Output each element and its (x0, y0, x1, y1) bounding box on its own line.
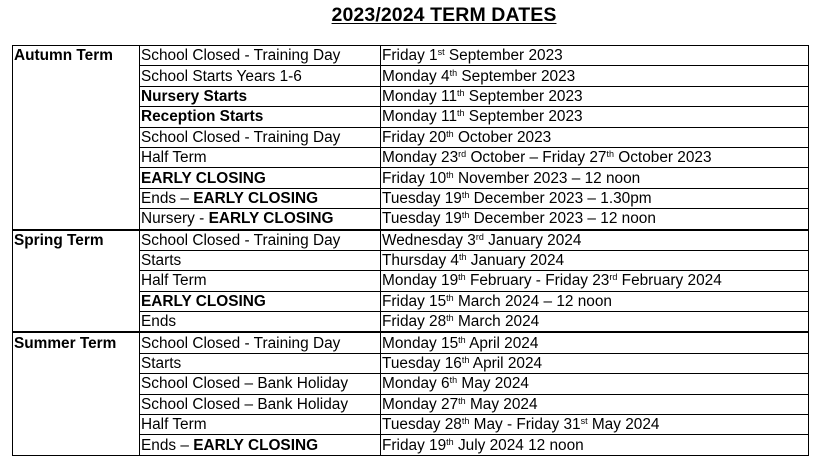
table-row (13, 107, 809, 127)
text: Starts (141, 252, 182, 270)
term-name-cell (13, 168, 140, 188)
bold-text: EARLY CLOSING (141, 169, 266, 187)
date-cell (381, 291, 809, 311)
date-cell (381, 435, 809, 455)
event-cell (140, 271, 381, 291)
ordinal-suffix: th (446, 436, 454, 447)
bold-text: EARLY CLOSING (208, 210, 334, 228)
text: School Closed - Training Day (141, 334, 341, 352)
ordinal-suffix: th (446, 292, 454, 303)
text: April 2024 (465, 334, 539, 352)
text: Monday 27 (382, 395, 459, 413)
term-name-cell (13, 394, 140, 414)
term-name-cell: Summer Term (13, 332, 140, 353)
text: November 2023 – 12 noon (453, 169, 641, 187)
date-cell (381, 250, 809, 270)
text: School Closed - Training Day (141, 128, 341, 146)
text: Friday 28 (382, 313, 447, 331)
event-cell (140, 394, 381, 414)
table-row (13, 250, 809, 270)
text: Tuesday 19 (382, 210, 462, 228)
text: Monday 4 (382, 67, 450, 85)
date-cell (381, 107, 809, 127)
event-cell (140, 168, 381, 188)
ordinal-suffix: th (461, 355, 470, 366)
text: December 2023 – 12 noon (469, 210, 656, 228)
text: Nursery - (141, 210, 209, 228)
text: March 2024 – 12 noon (453, 292, 612, 310)
ordinal-suffix: rd (609, 272, 618, 283)
date-cell (381, 66, 809, 86)
date-cell (381, 147, 809, 167)
event-cell (140, 46, 381, 66)
text: Half Term (141, 416, 207, 434)
table-row (13, 291, 809, 311)
text: Monday 11 (382, 108, 458, 126)
table-row (13, 394, 809, 414)
table-row (13, 209, 809, 230)
date-cell (381, 353, 809, 373)
ordinal-suffix: th (458, 334, 466, 345)
term-dates-body (13, 46, 809, 456)
text: Monday 11 (382, 87, 458, 105)
term-name-cell (13, 435, 140, 455)
term-name-cell (13, 250, 140, 270)
date-cell (381, 168, 809, 188)
date-cell (381, 127, 809, 147)
date-cell (381, 46, 809, 66)
text: May 2024 (587, 416, 660, 434)
table-row (13, 230, 809, 251)
event-cell (140, 353, 381, 373)
table-row (13, 168, 809, 188)
text: April 2024 (469, 355, 543, 373)
text: October 2023 (613, 149, 712, 167)
event-cell (140, 209, 381, 230)
text: School Closed - Training Day (141, 231, 341, 249)
bold-text: EARLY CLOSING (141, 292, 266, 310)
text: September 2023 (457, 67, 576, 85)
text: December 2023 – 1.30pm (469, 189, 652, 207)
ordinal-suffix: th (446, 313, 454, 324)
term-name-cell (13, 353, 140, 373)
text: September 2023 (464, 108, 583, 126)
ordinal-suffix: th (461, 210, 470, 221)
date-cell (381, 374, 809, 394)
text: Tuesday 28 (382, 416, 462, 434)
text: Tuesday 16 (382, 355, 462, 373)
table-row (13, 271, 809, 291)
term-name-cell (13, 188, 140, 208)
event-cell (140, 147, 381, 167)
text: Friday 19 (382, 436, 447, 454)
event-cell (140, 86, 381, 106)
text: May - Friday 31 (469, 416, 581, 434)
term-name-cell (13, 271, 140, 291)
bold-text: Nursery Starts (141, 87, 248, 105)
event-cell (140, 66, 381, 86)
text: February - Friday 23 (465, 272, 610, 290)
ordinal-suffix: th (459, 252, 467, 263)
term-name-cell (13, 291, 140, 311)
term-name-cell (13, 66, 140, 86)
text: School Closed – Bank Holiday (141, 375, 349, 393)
term-name-cell (13, 209, 140, 230)
ordinal-suffix: rd (458, 149, 467, 160)
date-cell (381, 271, 809, 291)
text: Friday 10 (382, 169, 447, 187)
event-cell (140, 250, 381, 270)
text: Friday 15 (382, 292, 447, 310)
table-row (13, 374, 809, 394)
text: May 2024 (465, 395, 538, 413)
table-row (13, 435, 809, 455)
text: July 2024 12 noon (453, 436, 584, 454)
event-cell (140, 374, 381, 394)
date-cell (381, 188, 809, 208)
bold-text: EARLY CLOSING (193, 436, 319, 454)
table-row (13, 66, 809, 86)
date-cell (381, 415, 809, 435)
date-cell (381, 209, 809, 230)
event-cell (140, 127, 381, 147)
text: Ends – (141, 436, 194, 454)
table-row (13, 46, 809, 66)
table-row (13, 86, 809, 106)
text: School Closed – Bank Holiday (141, 395, 349, 413)
text: October 2023 (453, 128, 552, 146)
event-cell (140, 435, 381, 455)
ordinal-suffix: th (457, 108, 465, 119)
text: Starts (141, 355, 182, 373)
text: February 2024 (617, 272, 722, 290)
table-row (13, 332, 809, 353)
event-cell (140, 415, 381, 435)
term-dates-table (12, 45, 809, 456)
bold-text: EARLY CLOSING (193, 189, 319, 207)
page-title: 2023/2024 TERM DATES (331, 4, 557, 26)
text: September 2023 (444, 47, 563, 65)
ordinal-suffix: th (446, 169, 454, 180)
event-cell (140, 107, 381, 127)
ordinal-suffix: st (437, 47, 445, 58)
ordinal-suffix: th (458, 272, 466, 283)
date-cell (381, 394, 809, 414)
text: Half Term (141, 272, 207, 290)
text: School Closed - Training Day (141, 47, 341, 65)
text: Monday 6 (382, 375, 450, 393)
text: January 2024 (466, 252, 565, 270)
ordinal-suffix: th (461, 189, 470, 200)
term-name-cell (13, 107, 140, 127)
ordinal-suffix: th (449, 375, 458, 386)
text: September 2023 (464, 87, 583, 105)
date-cell (381, 332, 809, 353)
text: Wednesday 3 (382, 231, 476, 249)
date-cell (381, 230, 809, 251)
ordinal-suffix: th (457, 88, 465, 99)
text: Friday 1 (382, 47, 438, 65)
table-row (13, 188, 809, 208)
ordinal-suffix: rd (475, 231, 484, 242)
term-name-cell (13, 415, 140, 435)
text: Ends – (141, 189, 194, 207)
text: Friday 20 (382, 128, 447, 146)
text: Monday 19 (382, 272, 459, 290)
text: Tuesday 19 (382, 189, 462, 207)
text: March 2024 (453, 313, 540, 331)
table-row (13, 353, 809, 373)
table-row (13, 312, 809, 333)
term-name-cell (13, 86, 140, 106)
bold-text: Reception Starts (141, 108, 264, 126)
table-row (13, 147, 809, 167)
term-name-cell (13, 312, 140, 333)
text: Half Term (141, 149, 207, 167)
ordinal-suffix: th (461, 416, 470, 427)
event-cell (140, 312, 381, 333)
ordinal-suffix: th (449, 67, 458, 78)
ordinal-suffix: st (580, 416, 588, 427)
text: Monday 15 (382, 334, 459, 352)
ordinal-suffix: th (606, 149, 614, 160)
text: January 2024 (483, 231, 582, 249)
event-cell (140, 332, 381, 353)
term-name-cell (13, 127, 140, 147)
date-cell (381, 86, 809, 106)
date-cell (381, 312, 809, 333)
text: May 2024 (457, 375, 529, 393)
ordinal-suffix: th (446, 128, 454, 139)
text: School Starts Years 1-6 (141, 67, 302, 85)
text: Ends (141, 313, 177, 331)
term-name-cell (13, 374, 140, 394)
term-name-cell (13, 147, 140, 167)
ordinal-suffix: th (458, 395, 466, 406)
event-cell (140, 188, 381, 208)
table-row (13, 127, 809, 147)
term-name-cell: Spring Term (13, 230, 140, 251)
event-cell (140, 291, 381, 311)
table-row (13, 415, 809, 435)
text: Monday 23 (382, 149, 459, 167)
text: Thursday 4 (382, 252, 459, 270)
text: October – Friday 27 (466, 149, 607, 167)
term-name-cell: Autumn Term (13, 46, 140, 66)
event-cell (140, 230, 381, 251)
